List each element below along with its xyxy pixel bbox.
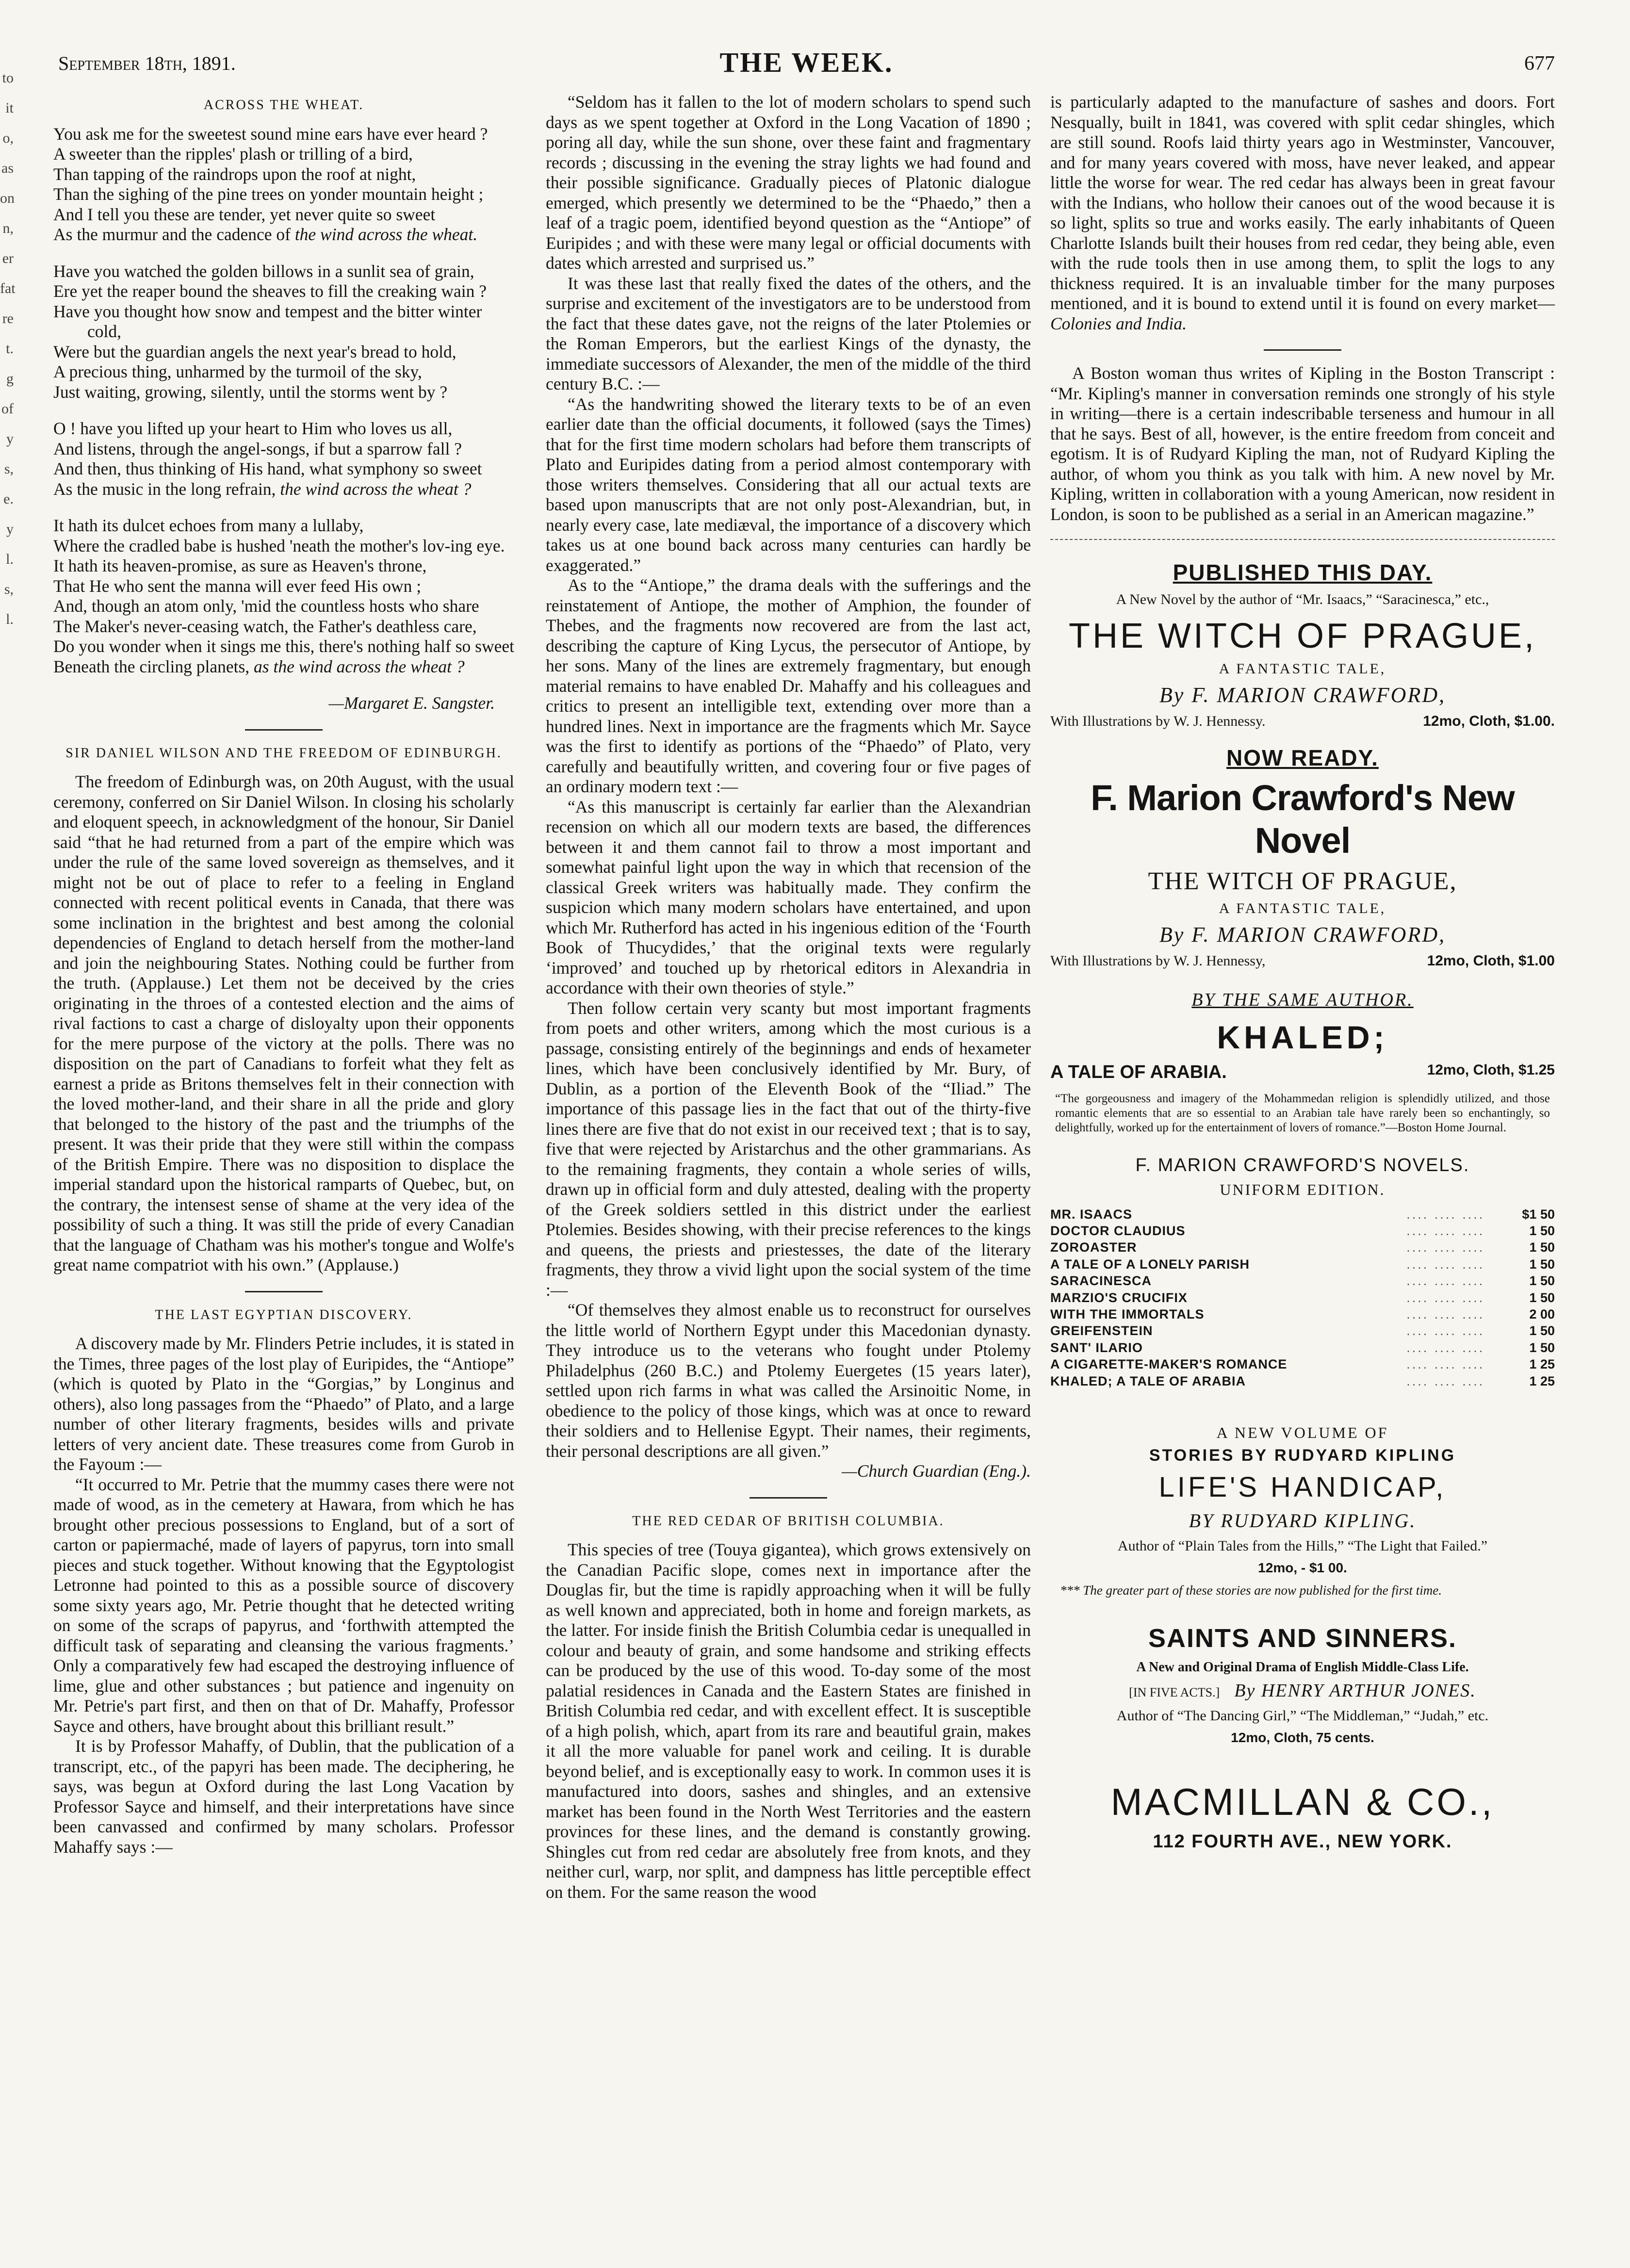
- book-title: LIFE'S HANDICAP,: [1158, 1471, 1447, 1503]
- leader-dots: .... .... ....: [1406, 1373, 1485, 1388]
- author-credits: Author of “Plain Tales from the Hills,” “The Light that Failed.”: [1117, 1537, 1488, 1554]
- wilson-paragraph: The freedom of Edinburgh was, on 20th August, with the usual ceremony, conferred on Sir Daniel Wilson. In closing his scholarly and eloquent speech, in acknowledgment of the honour, Sir Daniel said “that he had returned from a part of the empire which was under the rule of the same loved sovereign as themselves, and it might not be out of place to refer to a feeling in England connected with recent political events in Canada, that there was some inclination in the brightest and best among the colonial dependencies of England to detach herself from the mother-land and join the neighbouring States. Nothing could be further from the truth. (Applause.) Let them not be deceived by the cries originating in the throes of a contested election and the aims of rival factions to cast a charge of disloyalty upon their opponents for the mere purpose of the victory at the polls. There was no disposition on the part of Canadians to forfeit what they felt as earnest a pride as Britons themselves felt in their connection with the loved mother-land, and their share in all the pride and glory that belonged to the history of the past and the triumphs of the present. It was their pride that they were still within the compass of the British Empire. There was no disposition to displace the imperial standard upon the historical ramparts of Quebec, but, on the contrary, the intensest sense of shame at the very idea of the possibility of such a thing. It was still the pride of every Canadian that the language of Chatham was his mother's tongue and Wolfe's great name compatriot with his own.” (Applause.): [53, 772, 514, 1274]
- book-subtitle: A New and Original Drama of English Middle-Class Life.: [1136, 1659, 1469, 1675]
- poem-line: You ask me for the sweetest sound mine ears have ever heard ?: [53, 124, 488, 144]
- egypt-paragraph: Then follow certain very scanty but most important fragments from poets and other writers, among which the most curious is a passage, consisting entirely of the beginnings and ends of hexameter lines, which have been conclusively identified by Mr. Bury, of Dublin, as a portion of the Eleventh Book of the “Iliad.” The importance of this passage lies in the fact that out of the thirty-five lines there are five that do not exist in our received text ; that is to say, five that were rejected by Aristarchus and the other grammarians. As to the remaining fragments, they contain a whole series of wills, drawn up in official form and duly attested, dealing with the property of the Greek soldiers settled in this district under the earliest Ptolemies. Besides showing, with their precise references to the kings and queens, the priests and priestesses, the date of the literary fragments, they throw a vivid light upon the social system of the time :—: [546, 998, 1031, 1300]
- advert-series: STORIES BY RUDYARD KIPLING: [1149, 1446, 1456, 1465]
- novel-row: [1050, 1256, 1555, 1273]
- novel-title: WITH THE IMMORTALS: [1050, 1307, 1205, 1322]
- book-author: By HENRY ARTHUR JONES.: [1234, 1681, 1476, 1701]
- poem-line: Have you watched the golden billows in a sunlit sea of grain,: [53, 261, 474, 281]
- acts-label: [IN FIVE ACTS.]: [1129, 1685, 1220, 1700]
- advert-khaled: [1050, 989, 1555, 1135]
- poem-line: And then, thus thinking of His hand, what symphony so sweet: [53, 459, 482, 478]
- egypt-paragraph: “It occurred to Mr. Petrie that the mummy cases there were not made of wood, as in the cemetery at Hawara, from which he has brought other precious possessions to England, but of a sort of carton or papiermaché, made of layers of papyrus, torn into small pieces and stuck together. Without knowing that the Egyptologist Letronne had pointed to this as a possible source of discovery some sixty years ago, Mr. Petrie thought that he detected writing on some of the scraps of papyrus, and ‘forthwith attempted the difficult task of separating and cleansing the various fragments.’ Only a comparatively few had escaped the destroying influence of lime, glue and other substances ; but patience and ingenuity on Mr. Petrie's part first, and then on that of Dr. Mahaffy, Professor Sayce and others, have brought about this brilliant result.”: [53, 1474, 514, 1736]
- leader-dots: .... .... ....: [1406, 1290, 1485, 1305]
- poem-line: O ! have you lifted up your heart to Him who loves us all,: [53, 419, 453, 438]
- poem-line: Ere yet the reaper bound the sheaves to fill the creaking wain ?: [53, 281, 487, 301]
- poem-stanza: [53, 419, 514, 499]
- page-number: 677: [1524, 52, 1555, 75]
- novel-price: 1 25: [1529, 1357, 1555, 1372]
- divider: [245, 1291, 323, 1292]
- advert-saints-and-sinners: [1050, 1623, 1555, 1746]
- poem-line: Where the cradled babe is hushed 'neath the mother's lov-ing eye.: [53, 536, 505, 555]
- egypt-paragraph: “As the handwriting showed the literary texts to be of an even earlier date than the official documents, it followed (says the Times) that for the first time modern scholars had before them transcripts of Plato and Euripides dating from a period almost contemporary with those writers themselves. Considering that all our actual texts are based upon manuscripts that are not only post-Alexandrian, but, in nearly every case, late mediæval, the importance of a discovery which takes us at one bound back across many centuries can hardly be exaggerated.”: [546, 394, 1031, 575]
- poem-across-the-wheat: [53, 124, 514, 677]
- egypt-paragraph: “Of themselves they almost enable us to reconstruct for ourselves the little world of Northern Egypt under this Macedonian dynasty. They introduce us to the veterans who fought under Ptolemy Philadelphus (260 B.C.) and Ptolemy Euergetes (15 years later), settled upon rich farms in what was called the Arsinoitic Nome, in obedience to the policy of those kings, which was at once to reward their soldiers and to Hellenise Egypt. Their names, their regiments, their personal descriptions are all given.”: [546, 1300, 1031, 1461]
- cedar-paragraph: This species of tree (Touya gigantea), which grows extensively on the Canadian Pacific slope, comes next in importance after the Douglas fir, but the time is rapidly approaching when it will be fully as well known and appreciated, both in home and foreign markets, as the latter. For inside finish the British Columbia cedar is unequalled in colour and beauty of grain, and some handsome and striking effects can be produced by the use of this wood. To-day some of the most palatial residences in Canada and the Eastern States are finished in British Columbia red cedar, and with excellent effect. It is susceptible of a high polish, which, apart from its rare and beautiful grain, makes it all the more valuable for panel work and ceiling. It is durable beyond belief, and is exceptionally easy to work. In common uses it is manufactured into doors, sashes and shingles, and an extensive market has been found in the North West Territories and the eastern provinces for these lines, and the demand is constantly growing. Shingles cut from red cedar are absolutely free from knots, and they neither curl, warp, nor split, and dampness has little perceptible effect on them. For the same reason the wood: [546, 1540, 1031, 1902]
- article-heading-cedar: THE RED CEDAR OF BRITISH COLUMBIA.: [632, 1513, 945, 1529]
- column-middle: [546, 92, 1031, 1902]
- poem-stanza: [53, 261, 514, 403]
- book-illustrations: With Illustrations by W. J. Hennessy. 12mo, Cloth, $1.00.: [1050, 713, 1555, 730]
- advert-banner: NOW READY.: [1226, 745, 1379, 771]
- egypt-paragraph: “Seldom has it fallen to the lot of modern scholars to spend such days as we spent together at Oxford in the Long Vacation of 1890 ; poring all day, while the sun shone, over these faint and fragmentary records ; discussing in the evening the stray lights we had found and their possible significance. Gradually pieces of Platonic dialogue emerged, which presently we determined to be the “Phaedo,” then a leaf of a tragic poem, identified beyond question as the “Antiope” of Euripides ; and with these were many legal or official documents with dates which arrested and surprised us.”: [546, 92, 1031, 273]
- poem-line: It hath its dulcet echoes from many a lullaby,: [53, 516, 364, 535]
- poem-line: A precious thing, unharmed by the turmoil of the sky,: [53, 362, 422, 381]
- author-credits: Author of “The Dancing Girl,” “The Middleman,” “Judah,” etc.: [1116, 1707, 1489, 1724]
- publisher-address: 112 FOURTH AVE., NEW YORK.: [1153, 1831, 1452, 1852]
- poem-line: And, though an atom only, 'mid the countless hosts who share: [53, 596, 479, 616]
- novel-row: [1050, 1289, 1555, 1306]
- poem-heading: ACROSS THE WHEAT.: [203, 98, 364, 113]
- novel-price: 1 25: [1529, 1373, 1555, 1388]
- poem-line: And listens, through the angel-songs, if but a sparrow fall ?: [53, 439, 462, 458]
- novel-title: MR. ISAACS: [1050, 1207, 1133, 1222]
- book-subtitle-row: A TALE OF ARABIA. 12mo, Cloth, $1.25: [1050, 1061, 1555, 1084]
- novel-row: [1050, 1223, 1555, 1239]
- egypt-paragraph: A discovery made by Mr. Flinders Petrie includes, it is stated in the Times, three pages of the lost play of Euripides, the “Antiope” (which is quoted by Plato in the “Gorgias,” by Longinus and others), also long passages from the “Phaedo” of Plato, and a large number of other literary fragments, besides wills and private letters of very ancient date. These treasures come from Gurob in the Fayoum :—: [53, 1334, 514, 1474]
- advert-lifes-handicap: [1050, 1423, 1555, 1599]
- poem-line: Than the sighing of the pine trees on yonder mountain height ;: [53, 184, 484, 204]
- book-title: KHALED;: [1217, 1019, 1388, 1055]
- book-price: 12mo, Cloth, $1.00: [1427, 953, 1555, 969]
- poem-line: And I tell you these are tender, yet never quite so sweet: [53, 204, 436, 224]
- poem-line: A sweeter than the ripples' plash or trilling of a bird,: [53, 144, 413, 163]
- leader-dots: .... .... ....: [1406, 1224, 1485, 1239]
- advert-intro: A New Novel by the author of “Mr. Isaacs,” “Saracinesca,” etc.,: [1116, 591, 1489, 608]
- advert-divider: [1050, 539, 1555, 540]
- book-subtitle: A FANTASTIC TALE,: [1219, 900, 1386, 916]
- novel-price: 1 50: [1529, 1273, 1555, 1289]
- novel-row: [1050, 1373, 1555, 1389]
- novel-row: [1050, 1273, 1555, 1289]
- leader-dots: .... .... ....: [1406, 1323, 1485, 1338]
- book-author: BY RUDYARD KIPLING.: [1189, 1509, 1417, 1532]
- poem-stanza: [53, 516, 514, 677]
- advert-intro: A NEW VOLUME OF: [1216, 1424, 1389, 1441]
- leader-dots: .... .... ....: [1406, 1273, 1485, 1289]
- egypt-source: —Church Guardian (Eng.).: [842, 1461, 1031, 1481]
- novel-price: 1 50: [1529, 1240, 1555, 1255]
- poem-line: Do you wonder when it sings me this, there's nothing half so sweet: [53, 636, 514, 656]
- advert-novels-list: [1050, 1155, 1555, 1389]
- novel-row: [1050, 1356, 1555, 1372]
- leader-dots: .... .... ....: [1406, 1357, 1485, 1372]
- article-heading-egypt: THE LAST EGYPTIAN DISCOVERY.: [155, 1307, 413, 1322]
- page-edge-margin-letters: to it o, as on n, er fat re t. g of y s, e. y l. s, l.: [0, 70, 16, 627]
- poem-stanza: [53, 124, 514, 245]
- advert-published-this-day: [1050, 559, 1555, 730]
- column-left: [53, 92, 514, 1857]
- book-price: 12mo, Cloth, $1.00.: [1423, 713, 1555, 730]
- novel-title: A CIGARETTE-MAKER'S ROMANCE: [1050, 1357, 1288, 1372]
- novel-price: 1 50: [1529, 1224, 1555, 1239]
- article-heading-wilson: SIR DANIEL WILSON AND THE FREEDOM OF EDINBURGH.: [65, 745, 502, 761]
- novel-title: KHALED; A TALE OF ARABIA: [1050, 1373, 1246, 1388]
- novel-title: DOCTOR CLAUDIUS: [1050, 1224, 1186, 1239]
- egypt-paragraph: As to the “Antiope,” the drama deals with the sufferings and the reinstatement of Antiope, the mother of Amphion, the founder of Thebes, and the fragments now recovered are from the last act, describing the capture of King Lycus, the persecutor of Antiope, by her sons. Many of the lines are extremely fragmentary, but enough material remains to have enabled Dr. Mahaffy and his colleagues and critics to present an intelligible text, extending over more than a hundred lines. Next in importance are the fragments which Mr. Sayce was the first to identify as portions of the “Phaedo” of Plato, very carefully and beautifully written, and covering four or five pages of an ordinary modern text :—: [546, 575, 1031, 796]
- novel-title: GREIFENSTEIN: [1050, 1323, 1153, 1338]
- novel-row: [1050, 1306, 1555, 1322]
- poem-line: The Maker's never-ceasing watch, the Father's deathless care,: [53, 616, 477, 636]
- page-header: [58, 46, 1555, 80]
- novel-title: ZOROASTER: [1050, 1240, 1137, 1255]
- novel-title: SANT' ILARIO: [1050, 1340, 1143, 1355]
- advert-now-ready: [1050, 745, 1555, 970]
- poem-line: Were but the guardian angels the next year's bread to hold,: [53, 342, 456, 361]
- poem-line: Just waiting, growing, silently, until the storms went by ?: [53, 382, 448, 402]
- novel-row: [1050, 1206, 1555, 1223]
- poem-line: Have you thought how snow and tempest and the bitter winter cold,: [53, 301, 482, 341]
- divider: [245, 729, 323, 731]
- poem-signature: —Margaret E. Sangster.: [328, 693, 495, 713]
- novel-price: 1 50: [1529, 1323, 1555, 1338]
- cedar-source: Colonies and India.: [1050, 313, 1187, 333]
- book-title: THE WITCH OF PRAGUE,: [1069, 617, 1536, 656]
- book-title: SAINTS AND SINNERS.: [1148, 1623, 1457, 1653]
- novel-title: SARACINESCA: [1050, 1273, 1152, 1289]
- book-price: 12mo, Cloth, $1.25: [1427, 1062, 1555, 1078]
- novel-price: 2 00: [1529, 1307, 1555, 1322]
- review-quote: “The gorgeousness and imagery of the Mohammedan religion is splendidly utilized, and those romantic elements that are so essential to an Arabian tale have rarely been so enchantingly, so delightfully, worked up for the entertainment of lovers of romance.”—Boston Home Journal.: [1055, 1092, 1550, 1134]
- divider: [1264, 349, 1341, 351]
- leader-dots: .... .... ....: [1406, 1256, 1485, 1272]
- book-illustrations: With Illustrations by W. J. Hennessy, 12mo, Cloth, $1.00: [1050, 953, 1555, 969]
- book-title: THE WITCH OF PRAGUE,: [1148, 867, 1457, 896]
- cedar-paragraph-continued: is particularly adapted to the manufacture of sashes and doors. Fort Nesqually, built in 1841, was covered with split cedar shingles, which are still sound. Roofs laid thirty years ago in Westminster, Vancouver, and for many years covered with moss, have never leaked, and appear little the worse for wear. The red cedar has always been in great favour with the Indians, who hollow their canoes out of the wood because it is so light, splits so true and works easily. The early inhabitants of Queen Charlotte Islands built their houses from red cedar, they being able, even with the rude tools then in use among them, to split the logs to any thickness required. It is an invaluable timber for the many purposes mentioned, and it is bound to extend until it is found on every market—Colonies and India.: [1050, 92, 1555, 333]
- advert-banner: PUBLISHED THIS DAY.: [1173, 560, 1433, 585]
- novel-price: 1 50: [1529, 1340, 1555, 1355]
- column-right: [1050, 92, 1555, 1853]
- egypt-paragraph: “As this manuscript is certainly far earlier than the Alexandrian recension on which all our modern texts are based, the differences between it and them cannot fail to throw a most important and somewhat painful light upon the way in which that recension of the classical Greek writers was habitually made. They confirm the suspicion which many modern scholars have entertained, and upon which Mr. Rutherford has acted in his ingenious edition of the ‘Fourth Book of Thucydides,’ that the original texts were regularly ‘improved’ and touched up by rhetorical editors in Alexandria in accordance with their own theories of style.”: [546, 797, 1031, 997]
- poem-line: It hath its heaven-promise, as sure as Heaven's throne,: [53, 556, 427, 575]
- author-row: [1050, 1680, 1555, 1702]
- poem-line: Than tapping of the raindrops upon the roof at night,: [53, 164, 416, 184]
- poem-line: That He who sent the manna will ever feed His own ;: [53, 576, 422, 596]
- novels-subheading: UNIFORM EDITION.: [1220, 1181, 1386, 1199]
- book-subtitle: A FANTASTIC TALE,: [1219, 660, 1386, 677]
- novels-table: [1050, 1206, 1555, 1389]
- novel-title: A TALE OF A LONELY PARISH: [1050, 1256, 1250, 1272]
- kipling-note: A Boston woman thus writes of Kipling in the Boston Transcript : “Mr. Kipling's manner in conversation reminds one strongly of his style in writing—there is a certain indescribable terseness and humour in all that he says. Best of all, however, is the entire freedom from conceit and egotism. It is of Rudyard Kipling the man, not of Rudyard Kipling the author, of whom you think as you talk with him. A new novel by Mr. Kipling, written in collaboration with a young American, now resident in London, is soon to be published as a serial in an American magazine.”: [1050, 363, 1555, 524]
- poem-line: Beneath the circling planets, as the wind across the wheat ?: [53, 656, 465, 676]
- advert-footnote: *** The greater part of these stories are now published for the first time.: [1060, 1583, 1442, 1598]
- divider: [750, 1497, 827, 1499]
- novel-row: [1050, 1239, 1555, 1256]
- novel-title: MARZIO'S CRUCIFIX: [1050, 1290, 1188, 1305]
- egypt-paragraph: It is by Professor Mahaffy, of Dublin, that the publication of a transcript, etc., of the papyri has been made. The deciphering, he says, was begun at Oxford during the last Long Vacation by Professor Sayce and himself, and their interpretations have since been canvassed and confirmed by many scholars. Professor Mahaffy says :—: [53, 1736, 514, 1857]
- advert-byline: BY THE SAME AUTHOR.: [1191, 990, 1414, 1011]
- poem-line: As the murmur and the cadence of the wind across the wheat.: [53, 225, 478, 244]
- novel-row: [1050, 1322, 1555, 1339]
- publisher-name: MACMILLAN & CO.,: [1110, 1780, 1495, 1824]
- leader-dots: .... .... ....: [1406, 1307, 1485, 1322]
- poem-line: As the music in the long refrain, the wind across the wheat ?: [53, 479, 472, 499]
- novel-price: $1 50: [1522, 1207, 1555, 1222]
- advert-headline: F. Marion Crawford's New Novel: [1091, 777, 1515, 861]
- novel-price: 1 50: [1529, 1290, 1555, 1305]
- novels-heading: F. MARION CRAWFORD'S NOVELS.: [1135, 1155, 1470, 1175]
- novel-row: [1050, 1339, 1555, 1356]
- book-price: 12mo, - $1 00.: [1258, 1560, 1347, 1575]
- leader-dots: .... .... ....: [1406, 1240, 1485, 1255]
- issue-date: September 18th, 1891.: [58, 52, 236, 74]
- book-price: 12mo, Cloth, 75 cents.: [1231, 1730, 1374, 1745]
- leader-dots: .... .... ....: [1406, 1340, 1485, 1355]
- egypt-paragraph: It was these last that really fixed the dates of the others, and the surprise and excitement of the investigators are to be understood from the fact that these dates gave, not the reigns of the later Ptolemies or the Roman Emperors, but the earliest Kings of the dynasty, the immediate successors of Alexander, the men of the middle of the third century B.C. :—: [546, 273, 1031, 393]
- book-author: By F. MARION CRAWFORD,: [1159, 683, 1446, 707]
- leader-dots: .... .... ....: [1406, 1207, 1485, 1222]
- book-author: By F. MARION CRAWFORD,: [1159, 922, 1446, 946]
- publisher-block: [1050, 1779, 1555, 1853]
- novel-price: 1 50: [1529, 1256, 1555, 1272]
- masthead-title: THE WEEK.: [719, 47, 894, 78]
